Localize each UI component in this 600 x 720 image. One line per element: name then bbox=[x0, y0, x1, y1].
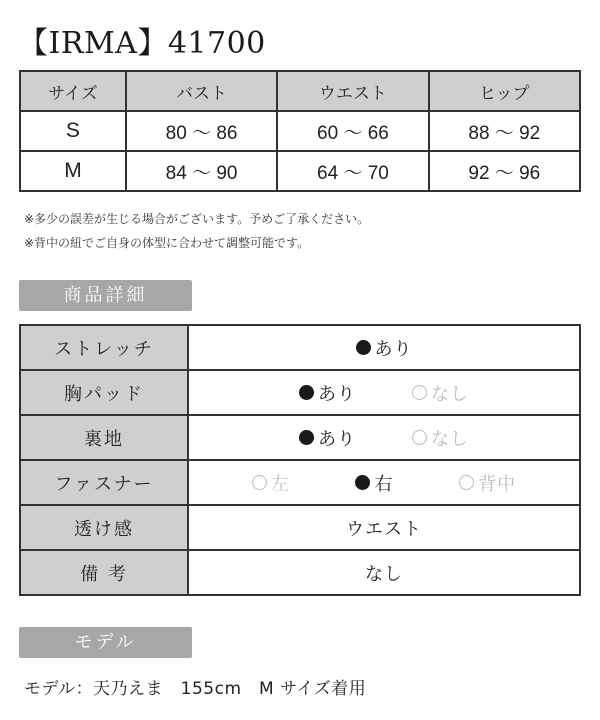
detail-label: 胸パッド bbox=[20, 370, 188, 415]
details-table bbox=[19, 324, 581, 596]
detail-row-sheerness bbox=[20, 505, 580, 550]
detail-value: なし bbox=[188, 550, 580, 595]
size-table-header bbox=[20, 71, 580, 111]
unselected-circle-icon bbox=[412, 385, 427, 400]
table-row bbox=[20, 151, 580, 191]
detail-row-padding bbox=[20, 370, 580, 415]
bust-cell: 84 ～ 90 bbox=[126, 151, 277, 191]
header-bust: バスト bbox=[126, 71, 277, 111]
hip-cell: 88 ～ 92 bbox=[429, 111, 580, 151]
option-selected: あり bbox=[299, 425, 356, 451]
detail-row-fastener bbox=[20, 460, 580, 505]
detail-value bbox=[188, 370, 580, 415]
unselected-circle-icon bbox=[252, 475, 267, 490]
detail-value bbox=[188, 415, 580, 460]
selected-dot-icon bbox=[355, 475, 370, 490]
option-unselected: なし bbox=[412, 425, 469, 451]
option-selected: 右 bbox=[355, 470, 393, 496]
option-unselected: 背中 bbox=[459, 470, 516, 496]
size-cell: M bbox=[20, 151, 126, 191]
detail-row-remarks bbox=[20, 550, 580, 595]
detail-label: 備 考 bbox=[20, 550, 188, 595]
table-row bbox=[20, 111, 580, 151]
header-hip: ヒップ bbox=[429, 71, 580, 111]
detail-label: ストレッチ bbox=[20, 325, 188, 370]
notes bbox=[24, 207, 369, 255]
waist-cell: 60 ～ 66 bbox=[277, 111, 428, 151]
detail-value: ウエスト bbox=[188, 505, 580, 550]
model-info: モデル：天乃えま 155cm M サイズ着用 bbox=[24, 679, 367, 699]
selected-dot-icon bbox=[356, 340, 371, 355]
detail-label: 裏地 bbox=[20, 415, 188, 460]
option-selected: あり bbox=[356, 335, 413, 361]
detail-label: 透け感 bbox=[20, 505, 188, 550]
details-section-label: 商品詳細 bbox=[19, 280, 192, 311]
note-error-margin: ※多少の誤差が生じる場合がございます。予めご了承ください。 bbox=[24, 212, 370, 226]
unselected-circle-icon bbox=[412, 430, 427, 445]
detail-value bbox=[188, 460, 580, 505]
detail-row-lining bbox=[20, 415, 580, 460]
hip-cell: 92 ～ 96 bbox=[429, 151, 580, 191]
option-selected: あり bbox=[299, 380, 356, 406]
header-waist: ウエスト bbox=[277, 71, 428, 111]
size-cell: S bbox=[20, 111, 126, 151]
header-size: サイズ bbox=[20, 71, 126, 111]
selected-dot-icon bbox=[299, 430, 314, 445]
page-title: 【IRMA】41700 bbox=[18, 26, 266, 61]
waist-cell: 64 ～ 70 bbox=[277, 151, 428, 191]
unselected-circle-icon bbox=[459, 475, 474, 490]
size-table bbox=[19, 70, 581, 192]
option-unselected: なし bbox=[412, 380, 469, 406]
detail-value bbox=[188, 325, 580, 370]
selected-dot-icon bbox=[299, 385, 314, 400]
bust-cell: 80 ～ 86 bbox=[126, 111, 277, 151]
model-section-label: モデル bbox=[19, 627, 192, 658]
option-unselected: 左 bbox=[252, 470, 290, 496]
detail-label: ファスナー bbox=[20, 460, 188, 505]
note-adjustable: ※背中の紐でご自身の体型に合わせて調整可能です。 bbox=[24, 236, 310, 250]
detail-row-stretch bbox=[20, 325, 580, 370]
